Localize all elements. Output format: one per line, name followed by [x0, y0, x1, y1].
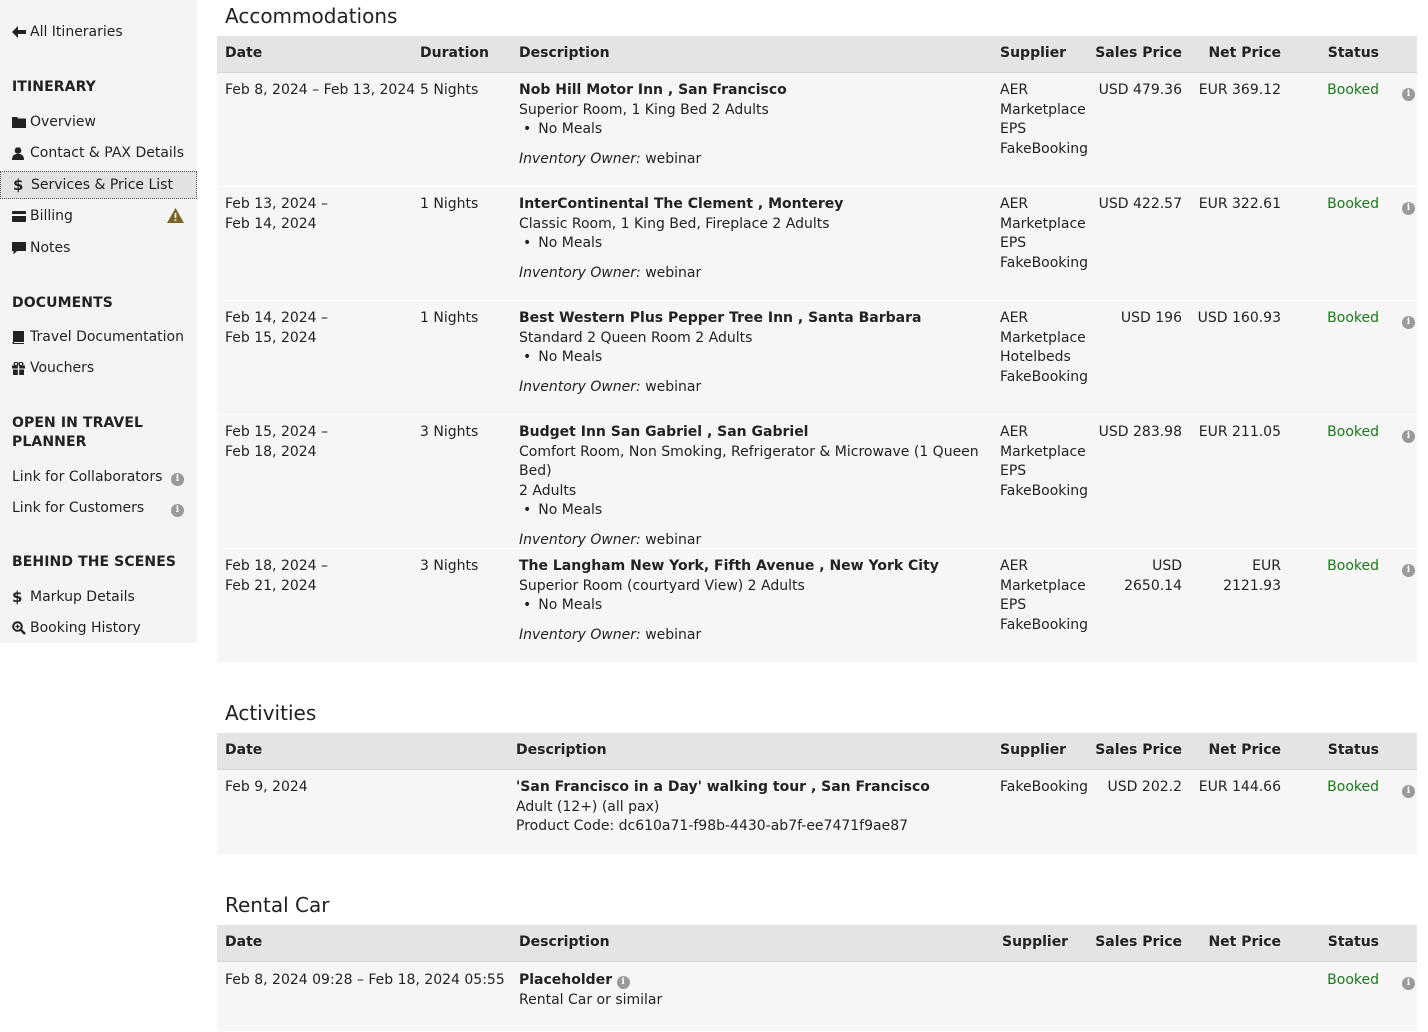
- activity-date: Feb 9, 2024: [225, 779, 308, 795]
- col-description: Description: [519, 45, 610, 61]
- accommodation-sales-price: USD 196: [1120, 310, 1182, 326]
- table-row: [217, 770, 1417, 855]
- activity-pax: Adult (12+) (all pax): [516, 798, 660, 815]
- activities-title: Activities: [225, 701, 317, 725]
- sidebar-item-label: Booking History: [30, 620, 141, 636]
- col-supplier: Supplier: [1002, 934, 1069, 950]
- sidebar-item-overview[interactable]: [0, 108, 197, 136]
- accommodation-duration: 3 Nights: [420, 424, 479, 440]
- gift-icon: [12, 362, 25, 375]
- activity-name: 'San Francisco in a Day' walking tour , San Francisco: [516, 779, 930, 795]
- table-row: [217, 301, 1417, 415]
- status-badge: Booked: [1327, 310, 1379, 326]
- activity-net-price: EUR 144.66: [1198, 779, 1281, 795]
- sidebar-item-label: Notes: [30, 240, 71, 256]
- inventory-owner: Inventory Owner: webinar: [519, 626, 702, 643]
- room-type: Comfort Room, Non Smoking, Refrigerator & Microwave (1 Queen Bed) 2 Adults: [519, 443, 979, 499]
- col-date: Date: [225, 45, 263, 61]
- info-icon[interactable]: i: [1402, 202, 1415, 215]
- room-type: Classic Room, 1 King Bed, Fireplace 2 Adults: [519, 215, 830, 232]
- section-itinerary: ITINERARY: [12, 79, 96, 95]
- rental-date: Feb 8, 2024 09:28 – Feb 18, 2024 05:55: [225, 972, 505, 988]
- accommodation-sales-price: USD 2650.14: [1124, 558, 1182, 594]
- col-status: Status: [1327, 934, 1379, 950]
- inventory-owner: Inventory Owner: webinar: [519, 531, 702, 548]
- sidebar-item-label: Overview: [30, 114, 96, 130]
- room-type: Superior Room, 1 King Bed 2 Adults: [519, 101, 769, 118]
- sidebar-item-notes[interactable]: [0, 234, 197, 262]
- accommodation-description: [519, 423, 989, 550]
- accommodation-date: Feb 18, 2024 – Feb 21, 2024: [225, 558, 329, 594]
- activity-product-code: Product Code: dc610a71-f98b-4430-ab7f-ee7471f9ae87: [516, 818, 909, 834]
- col-sales-price: Sales Price: [1095, 742, 1182, 758]
- accommodation-supplier: AER Marketplace EPS FakeBooking: [1000, 82, 1089, 157]
- accommodation-net-price: EUR 211.05: [1198, 424, 1281, 440]
- col-supplier: Supplier: [1000, 45, 1067, 61]
- activity-description: [516, 778, 986, 837]
- accommodations-table: [217, 36, 1417, 663]
- table-header: [217, 733, 1417, 770]
- hotel-name: Best Western Plus Pepper Tree Inn , Santa Barbara: [519, 310, 922, 326]
- col-description: Description: [519, 934, 610, 950]
- activity-sales-price: USD 202.2: [1107, 779, 1182, 795]
- accommodation-duration: 5 Nights: [420, 82, 479, 98]
- rental-car-table: [217, 925, 1417, 1032]
- sidebar-item-label: Link for Customers: [12, 500, 145, 516]
- col-status: Status: [1327, 45, 1379, 61]
- col-sales-price: Sales Price: [1095, 934, 1182, 950]
- accommodation-supplier: AER Marketplace EPS FakeBooking: [1000, 424, 1089, 499]
- sidebar: [0, 0, 197, 643]
- inventory-owner: Inventory Owner: webinar: [519, 150, 702, 167]
- folder-icon: [12, 116, 26, 128]
- status-badge: Booked: [1327, 196, 1379, 212]
- info-icon[interactable]: i: [1402, 977, 1415, 990]
- room-type: Superior Room (courtyard View) 2 Adults: [519, 577, 805, 594]
- accommodation-date: Feb 13, 2024 – Feb 14, 2024: [225, 196, 329, 232]
- sidebar-item-label: Billing: [30, 208, 73, 224]
- rental-name: Placeholder: [519, 972, 613, 988]
- status-badge: Booked: [1327, 82, 1379, 98]
- sidebar-item-services[interactable]: [0, 171, 197, 199]
- accommodation-net-price: EUR 369.12: [1198, 82, 1281, 98]
- sidebar-item-vouchers[interactable]: [0, 354, 197, 382]
- sidebar-item-label: Vouchers: [30, 360, 95, 376]
- col-description: Description: [516, 742, 607, 758]
- table-header: [217, 36, 1417, 73]
- accommodation-sales-price: USD 479.36: [1098, 82, 1182, 98]
- sidebar-item-travel-documentation[interactable]: [0, 323, 197, 351]
- status-badge: Booked: [1327, 424, 1379, 440]
- accommodation-sales-price: USD 283.98: [1098, 424, 1182, 440]
- back-label: All Itineraries: [30, 24, 123, 40]
- accommodation-net-price: EUR 322.61: [1198, 196, 1281, 212]
- inventory-owner: Inventory Owner: webinar: [519, 264, 702, 281]
- hotel-name: The Langham New York, Fifth Avenue , New York City: [519, 558, 939, 574]
- accommodation-description: [519, 195, 989, 283]
- inventory-owner: Inventory Owner: webinar: [519, 378, 702, 395]
- col-supplier: Supplier: [1000, 742, 1067, 758]
- meal-plan: • No Meals: [523, 234, 989, 254]
- col-status: Status: [1327, 742, 1379, 758]
- col-net-price: Net Price: [1208, 934, 1281, 950]
- sidebar-item-label: Travel Documentation: [30, 329, 184, 345]
- accommodation-description: [519, 81, 989, 169]
- accommodation-supplier: AER Marketplace Hotelbeds FakeBooking: [1000, 310, 1089, 385]
- back-to-itineraries-link[interactable]: [12, 24, 123, 40]
- meal-plan: • No Meals: [523, 501, 989, 521]
- sidebar-item-billing[interactable]: [0, 202, 197, 230]
- info-icon[interactable]: i: [617, 976, 630, 989]
- dollar-icon: $: [13, 176, 24, 194]
- info-icon[interactable]: i: [1402, 785, 1415, 798]
- sidebar-item-label: Services & Price List: [31, 177, 173, 193]
- dollar-icon: $: [12, 588, 23, 606]
- col-net-price: Net Price: [1208, 45, 1281, 61]
- hotel-name: Budget Inn San Gabriel , San Gabriel: [519, 424, 809, 440]
- warning-icon: [167, 208, 184, 223]
- accommodation-description: [519, 309, 989, 397]
- col-duration: Duration: [420, 45, 490, 61]
- rental-detail: Rental Car or similar: [519, 991, 663, 1008]
- section-open-in-planner: OPEN IN TRAVEL PLANNER: [12, 415, 144, 450]
- credit-card-icon: [12, 211, 26, 222]
- user-icon: [12, 147, 24, 160]
- rental-car-title: Rental Car: [225, 893, 330, 917]
- accommodation-supplier: AER Marketplace EPS FakeBooking: [1000, 196, 1089, 271]
- sidebar-item-label: Markup Details: [30, 589, 135, 605]
- info-icon[interactable]: i: [171, 473, 184, 486]
- room-type: Standard 2 Queen Room 2 Adults: [519, 329, 753, 346]
- col-date: Date: [225, 934, 263, 950]
- status-badge: Booked: [1327, 972, 1379, 988]
- table-header: [217, 925, 1417, 962]
- section-behind-the-scenes: BEHIND THE SCENES: [12, 554, 177, 570]
- activity-supplier: FakeBooking: [1000, 779, 1089, 795]
- accommodation-net-price: USD 160.93: [1197, 310, 1281, 326]
- col-date: Date: [225, 742, 263, 758]
- accommodation-supplier: AER Marketplace EPS FakeBooking: [1000, 558, 1089, 633]
- activities-table: [217, 733, 1417, 855]
- section-documents: DOCUMENTS: [12, 295, 113, 311]
- sidebar-item-label: Link for Collaborators: [12, 469, 163, 485]
- sidebar-item-link-collaborators[interactable]: [0, 463, 197, 491]
- meal-plan: • No Meals: [523, 120, 989, 140]
- info-icon[interactable]: i: [1402, 564, 1415, 577]
- col-sales-price: Sales Price: [1095, 45, 1182, 61]
- info-icon[interactable]: i: [1402, 430, 1415, 443]
- sidebar-item-contact[interactable]: [0, 139, 197, 167]
- accommodation-date: Feb 14, 2024 – Feb 15, 2024: [225, 310, 329, 346]
- table-row: [217, 187, 1417, 301]
- sidebar-item-link-customers[interactable]: [0, 494, 197, 522]
- arrow-left-icon: [12, 26, 26, 38]
- table-row: [217, 73, 1417, 187]
- accommodation-description: [519, 557, 989, 645]
- accommodation-sales-price: USD 422.57: [1098, 196, 1182, 212]
- meal-plan: • No Meals: [523, 348, 989, 368]
- accommodation-duration: 1 Nights: [420, 196, 479, 212]
- accommodation-duration: 3 Nights: [420, 558, 479, 574]
- status-badge: Booked: [1327, 779, 1379, 795]
- rental-description: [519, 971, 662, 1010]
- comment-icon: [12, 242, 26, 255]
- col-net-price: Net Price: [1208, 742, 1281, 758]
- accommodation-date: Feb 15, 2024 – Feb 18, 2024: [225, 424, 329, 460]
- accommodations-title: Accommodations: [225, 4, 398, 28]
- accommodation-net-price: EUR 2121.93: [1223, 558, 1281, 594]
- sidebar-item-booking-history[interactable]: [0, 614, 197, 642]
- info-icon[interactable]: i: [1402, 316, 1415, 329]
- accommodation-duration: 1 Nights: [420, 310, 479, 326]
- table-row: [217, 962, 1417, 1032]
- info-icon[interactable]: i: [171, 504, 184, 517]
- sidebar-item-markup-details[interactable]: [0, 583, 197, 611]
- book-icon: [12, 331, 24, 344]
- search-plus-icon: [12, 621, 26, 635]
- sidebar-item-label: Contact & PAX Details: [30, 145, 184, 161]
- table-row: [217, 415, 1417, 549]
- status-badge: Booked: [1327, 558, 1379, 574]
- accommodation-date: Feb 8, 2024 – Feb 13, 2024: [225, 82, 416, 98]
- hotel-name: Nob Hill Motor Inn , San Francisco: [519, 82, 787, 98]
- hotel-name: InterContinental The Clement , Monterey: [519, 196, 844, 212]
- info-icon[interactable]: i: [1402, 88, 1415, 101]
- meal-plan: • No Meals: [523, 596, 989, 616]
- table-row: [217, 549, 1417, 663]
